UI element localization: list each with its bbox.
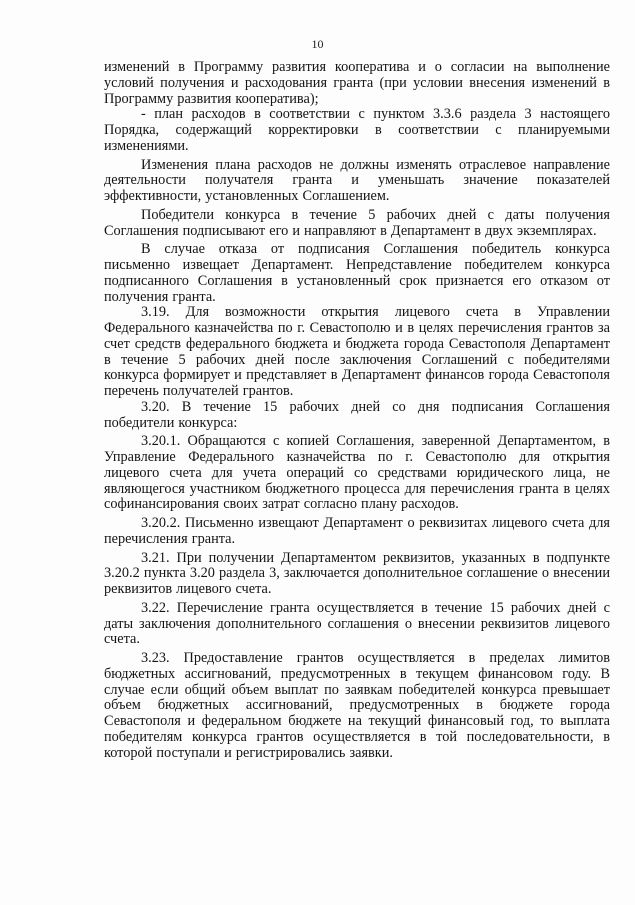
paragraph-3-22: 3.22. Перечисление гранта осуществляется в течение 15 рабочих дней с даты заключения дополнительного соглашения о внесении реквизитов лицевого счета. bbox=[104, 599, 610, 648]
paragraph-3-20-1: 3.20.1. Обращаются с копией Соглашения, заверенной Департаментом, в Управление Федерального казначейства по г. Севастополю для открытия лицевого счета для учета операций со средствами юридического лица, не являющегося участником бюджетного процесса для перечисления гранта в целях софинансирования своих затрат согласно плану расходов. bbox=[104, 433, 610, 513]
paragraph-3-20: 3.20. В течение 15 рабочих дней со дня подписания Соглашения победители конкурса: bbox=[104, 398, 610, 431]
paragraph-continuation: изменений в Программу развития кооператива и о согласии на выполнение условий получения и расходования гранта (при условии внесения изменений в Программу развития кооператива); bbox=[104, 59, 610, 107]
document-body bbox=[104, 60, 610, 761]
paragraph-refusal: В случае отказа от подписания Соглашения победитель конкурса письменно извещает Департамент. Непредставление победителем конкурса подписанного Соглашения в установленный срок признается его отказом от получения гранта. bbox=[104, 241, 610, 305]
paragraph-3-21: 3.21. При получении Департаментом реквизитов, указанных в подпункте 3.20.2 пункта 3.20 раздела 3, заключается дополнительное соглашение о внесении реквизитов лицевого счета. bbox=[104, 549, 610, 597]
paragraph-winners-sign: Победители конкурса в течение 5 рабочих дней с даты получения Соглашения подписывают его и направляют в Департамент в двух экземплярах. bbox=[104, 206, 610, 239]
paragraph-plan-changes: Изменения плана расходов не должны изменять отраслевое направление деятельности получателя гранта и уменьшать значение показателей эффективности, установленных Соглашением. bbox=[104, 156, 610, 204]
paragraph-3-20-2: 3.20.2. Письменно извещают Департамент о реквизитах лицевого счета для перечисления гранта. bbox=[104, 515, 610, 547]
page-number: 10 bbox=[311, 37, 324, 51]
paragraph-expense-plan: - план расходов в соответствии с пунктом 3.3.6 раздела 3 настоящего Порядка, содержащий корректировки в соответствии с планируемыми изменениями. bbox=[104, 106, 610, 154]
paragraph-3-19: 3.19. Для возможности открытия лицевого счета в Управлении Федерального казначейства по г. Севастополю и в целях перечисления грантов за счет средств федерального бюджета и бюджета города Севастополя Департамент в течение 5 рабочих дней после заключения Соглашений с победителями конкурса формирует и представляет в Департамент финансов города Севастополя перечень получателей грантов. bbox=[104, 304, 610, 399]
paragraph-3-23: 3.23. Предоставление грантов осуществляется в пределах лимитов бюджетных ассигнований, предусмотренных в текущем финансовом году. В случае если общий объем выплат по заявкам победителей конкурса превышает объем бюджетных ассигнований, предусмотренных в бюджете города Севастополя и федеральном бюджете на текущий финансовый год, то выплата победителям конкурса грантов осуществляется в той последовательности, в которой поступали и регистрировались заявки. bbox=[104, 650, 610, 761]
